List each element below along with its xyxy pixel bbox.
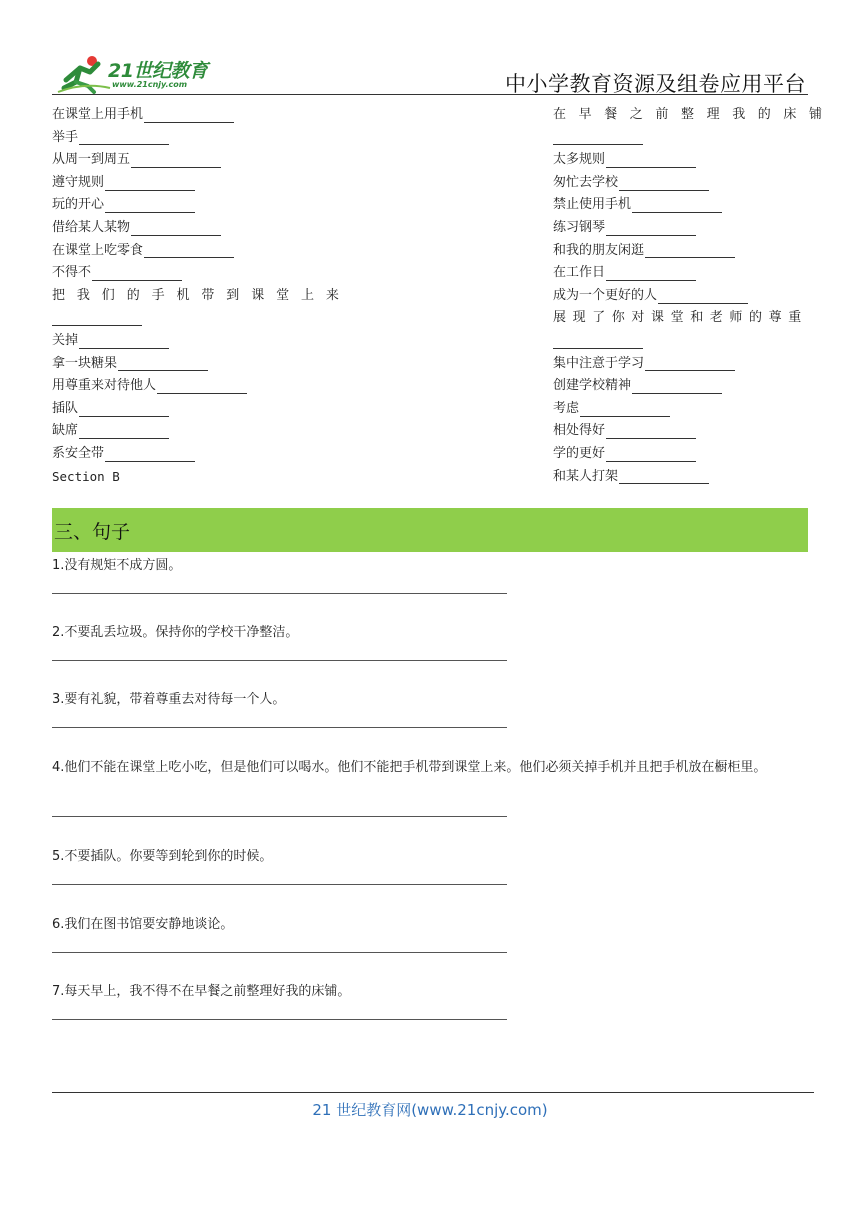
vocab-phrase: 创建学校精神 [553,378,632,394]
answer-blank[interactable] [105,198,195,213]
vocab-phrase: 不得不 [52,265,92,281]
answer-blank[interactable] [632,198,722,213]
sentence-item [52,846,812,868]
answer-line[interactable] [52,816,507,817]
vocab-item [52,285,351,308]
vocab-item [52,443,308,466]
vocab-column-left [52,104,351,488]
vocab-phrase: 考虑 [553,400,580,416]
sentence-text: 5.不要插队。你要等到轮到你的时候。 [52,849,273,864]
vocab-phrase: 太多规则 [553,152,606,168]
vocab-phrase: 在课堂上吃零食 [52,242,144,258]
sentence-item [52,757,812,779]
vocab-phrase: 系安全带 [52,445,105,461]
vocab-item [52,194,308,217]
section-title: 三、句子 [54,520,131,543]
vocab-item [553,353,808,376]
brand-url: www.21cnjy.com [112,80,188,89]
vocab-item [553,194,808,217]
answer-blank[interactable] [606,266,696,281]
answer-blank[interactable] [118,356,208,371]
answer-blank[interactable] [105,447,195,462]
answer-line[interactable] [52,952,507,953]
vocab-item [52,398,308,421]
platform-title: 中小学教育资源及组卷应用平台 [505,72,806,96]
answer-blank[interactable] [606,221,696,236]
sentence-item [52,981,812,1003]
vocab-item [52,240,308,263]
answer-blank[interactable] [79,334,169,349]
answer-blank[interactable] [619,176,709,191]
vocab-item [553,443,808,466]
vocab-item [52,420,308,443]
answer-blank[interactable] [606,447,696,462]
sentence-item [52,689,812,711]
vocab-item [553,104,835,127]
vocab-item [553,398,808,421]
answer-line[interactable] [52,593,507,594]
vocab-item [553,172,808,195]
vocab-item [52,127,308,150]
answer-blank[interactable] [606,153,696,168]
footer-divider [52,1092,814,1093]
vocab-item-blank-line [52,307,308,330]
vocab-phrase: 举手 [52,129,79,145]
vocab-phrase: 练习钢琴 [553,219,606,235]
vocab-phrase: 学的更好 [553,445,606,461]
answer-blank[interactable] [131,221,221,236]
sentence-text: 7.每天早上，我不得不在早餐之前整理好我的床铺。 [52,984,351,999]
vocab-item [553,217,808,240]
vocab-phrase: 集中注意于学习 [553,355,645,371]
answer-blank[interactable] [131,153,221,168]
answer-line[interactable] [52,660,507,661]
vocab-item [52,353,308,376]
answer-line[interactable] [52,884,507,885]
vocab-phrase: 遵守规则 [52,174,105,190]
vocab-item [52,262,308,285]
vocab-phrase: 展现了你对课堂和老师的尊重 [553,310,808,326]
vocab-item [553,285,808,308]
answer-blank[interactable] [645,356,735,371]
vocab-item [52,217,308,240]
vocab-phrase: 从周一到周五 [52,152,131,168]
vocab-phrase: 插队 [52,400,79,416]
vocab-item [553,420,808,443]
vocab-phrase: 匆忙去学校 [553,174,619,190]
vocab-column-right [553,104,835,488]
sentence-text: 3.要有礼貌，带着尊重去对待每一个人。 [52,692,286,707]
vocab-phrase: 成为一个更好的人 [553,287,658,303]
vocab-phrase: 关掉 [52,332,79,348]
vocab-item [553,375,808,398]
vocab-item [553,307,808,330]
sentence-text: 2.不要乱丢垃圾。保持你的学校干净整洁。 [52,625,299,640]
vocab-item [52,172,308,195]
answer-blank[interactable] [632,379,722,394]
vocab-phrase: 禁止使用手机 [553,197,632,213]
section-b-label [52,466,308,489]
answer-blank[interactable] [79,402,169,417]
answer-blank[interactable] [144,243,234,258]
answer-blank[interactable] [619,469,709,484]
answer-blank[interactable] [553,130,643,145]
section-header-sentences [52,508,808,552]
vocab-phrase: 和某人打架 [553,468,619,484]
vocab-phrase: 在课堂上用手机 [52,107,144,122]
header-divider [52,94,808,95]
vocab-phrase: 拿一块糖果 [52,355,118,371]
section-b-text: Section B [52,468,120,484]
brand-logo[interactable] [56,52,226,94]
vocab-item [553,466,808,489]
running-figure-icon [56,52,112,94]
answer-line[interactable] [52,1019,507,1020]
answer-blank[interactable] [580,402,670,417]
sentence-text: 4.他们不能在课堂上吃小吃，但是他们可以喝水。他们不能把手机带到课堂上来。他们必须关掉手机并且把手机放在橱柜里。 [52,760,767,775]
vocab-item [52,330,308,353]
sentence-item [52,555,812,577]
sentence-item [52,622,812,644]
brand-name: 21世纪教育 [108,60,208,82]
vocab-phrase: 和我的朋友闲逛 [553,242,645,258]
vocab-phrase: 用尊重来对待他人 [52,378,157,394]
vocab-item-blank-line [553,330,808,353]
sentence-text: 6.我们在图书馆要安静地谈论。 [52,917,234,932]
answer-blank[interactable] [658,289,748,304]
vocab-item [553,149,808,172]
answer-blank[interactable] [606,424,696,439]
vocab-item [553,262,808,285]
answer-blank[interactable] [105,176,195,191]
vocab-phrase: 玩的开心 [52,197,105,213]
vocab-item [52,104,308,127]
answer-blank[interactable] [52,311,142,326]
answer-blank[interactable] [157,379,247,394]
answer-blank[interactable] [144,108,234,123]
answer-line[interactable] [52,727,507,728]
answer-blank[interactable] [645,243,735,258]
vocab-phrase: 在工作日 [553,265,606,281]
vocab-phrase: 在早餐之前整理我的床铺 [553,107,835,122]
vocab-phrase: 把我们的手机带到课堂上来 [52,287,351,303]
vocab-phrase: 相处得好 [553,423,606,439]
vocab-item-blank-line [553,127,808,150]
sentence-item [52,914,812,936]
vocab-phrase: 缺席 [52,423,79,439]
vocab-phrase: 借给某人某物 [52,219,131,235]
answer-blank[interactable] [79,130,169,145]
answer-blank[interactable] [92,266,182,281]
sentence-text: 1.没有规矩不成方圆。 [52,558,182,573]
vocab-item [52,375,308,398]
vocab-item [553,240,808,263]
vocab-item [52,149,308,172]
footer-link[interactable]: 21 世纪教育网(www.21cnjy.com) [312,1101,548,1119]
answer-blank[interactable] [553,334,643,349]
answer-blank[interactable] [79,424,169,439]
